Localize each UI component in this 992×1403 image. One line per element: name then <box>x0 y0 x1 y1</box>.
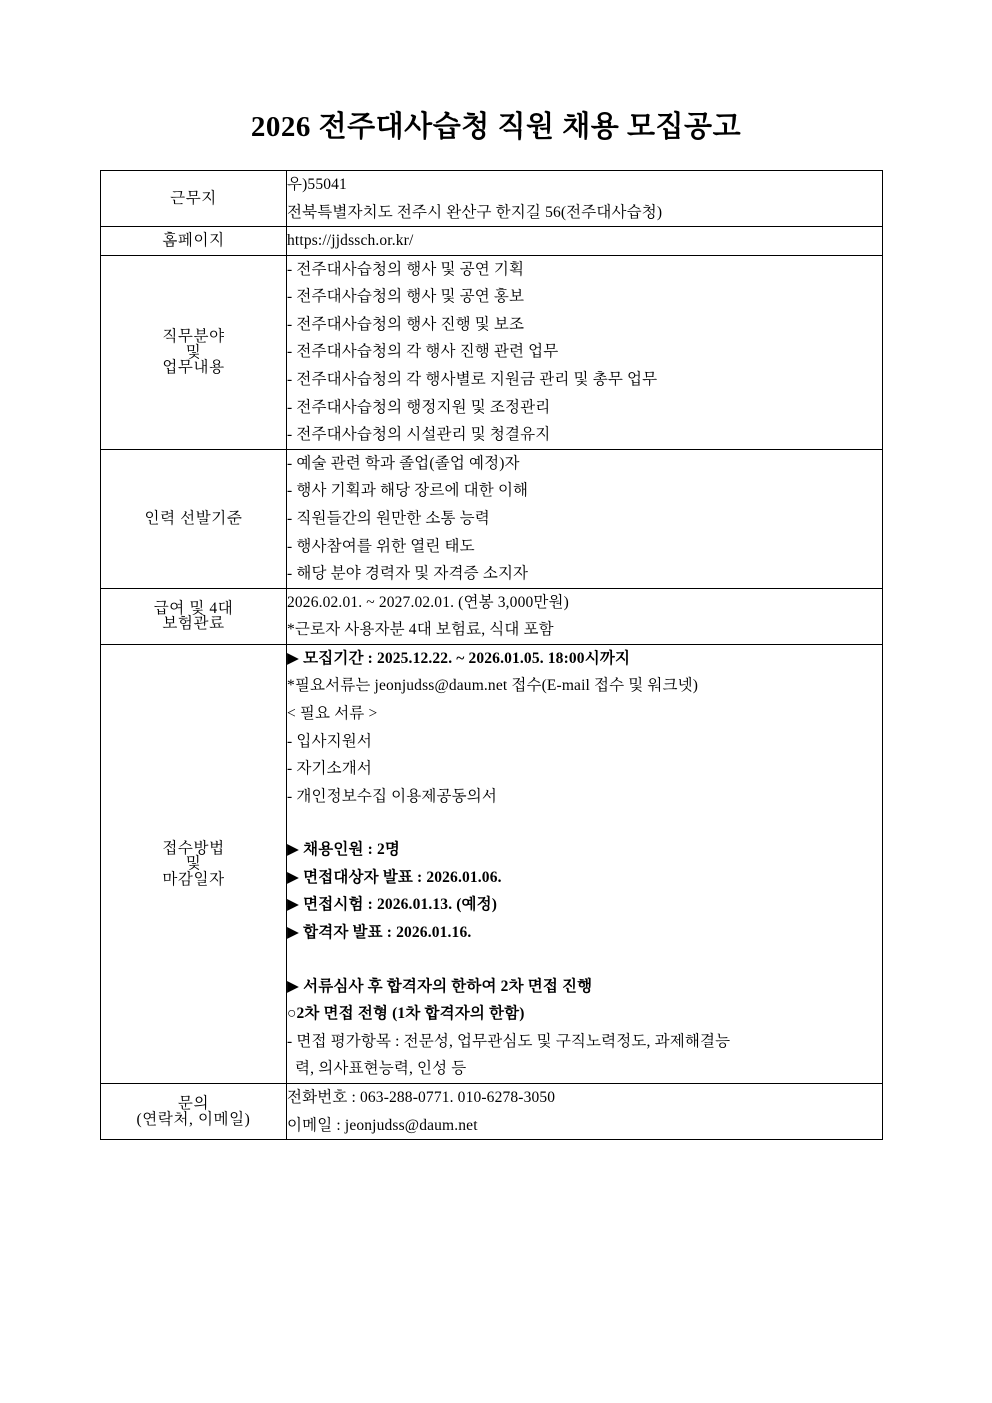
row-content-homepage <box>287 227 883 256</box>
row-label-contact <box>101 1083 287 1139</box>
row-label-line: (연락처, 이메일) <box>136 1110 251 1128</box>
row-label-workplace <box>101 171 287 227</box>
content-line: 우)55041 <box>287 176 347 193</box>
row-label-application-method <box>101 644 287 1083</box>
row-label-line: 및 <box>185 855 202 873</box>
content-line: ▶ 모집기간 : 2025.12.22. ~ 2026.01.05. 18:00시까지 <box>287 649 631 667</box>
row-label-line: 문의 <box>177 1095 210 1112</box>
table-row <box>101 171 883 227</box>
row-content-application-method <box>287 644 883 1083</box>
job-posting-table <box>100 170 883 1140</box>
content-line: 2026.02.01. ~ 2027.02.01. (연봉 3,000만원) <box>287 593 569 611</box>
table-row <box>101 588 883 644</box>
table-row <box>101 227 883 256</box>
content-line: - 전주대사습청의 각 행사별로 지원금 관리 및 총무 업무 <box>287 371 658 389</box>
content-line: - 전주대사습청의 행사 및 공연 홍보 <box>287 288 525 306</box>
content-line: - 면접 평가항목 : 전문성, 업무관심도 및 구직노력정도, 과제해결능 <box>287 1032 731 1050</box>
content-line: 전화번호 : 063-288-0771. 010-6278-3050 <box>287 1088 556 1106</box>
content-line: https://jjdssch.or.kr/ <box>287 232 414 250</box>
row-label-line: 근무지 <box>170 189 217 207</box>
row-label-selection-criteria <box>101 449 287 588</box>
page-title: 2026 전주대사습청 직원 채용 모집공고 <box>250 111 742 143</box>
content-line: - 해당 분야 경력자 및 자격증 소지자 <box>287 565 529 583</box>
content-spacer <box>287 947 882 973</box>
content-line: ○2차 면접 전형 (1차 합격자의 한함) <box>287 1005 525 1023</box>
content-line: *필요서류는 jeonjudss@daum.net 접수(E-mail 접수 및 워크넷) <box>287 677 699 695</box>
content-line: *근로자 사용자분 4대 보험료, 식대 포함 <box>287 621 554 639</box>
content-line: - 전주대사습청의 행정지원 및 조정관리 <box>287 398 551 416</box>
content-line: ▶ 서류심사 후 합격자의 한하여 2차 면접 진행 <box>287 977 593 995</box>
row-content-workplace <box>287 171 883 227</box>
row-label-line: 홈페이지 <box>162 232 225 250</box>
row-content-contact <box>287 1083 883 1139</box>
row-content-salary-insurance <box>287 588 883 644</box>
table-body <box>101 171 883 1140</box>
content-line: - 직원들간의 원만한 소통 능력 <box>287 509 490 527</box>
content-line: 이메일 : jeonjudss@daum.net <box>287 1116 478 1134</box>
row-label-line: 급여 및 4대 <box>153 599 234 617</box>
content-line: - 전주대사습청의 행사 진행 및 보조 <box>287 315 525 333</box>
content-line: ▶ 합격자 발표 : 2026.01.16. <box>287 924 472 942</box>
row-content-selection-criteria <box>287 449 883 588</box>
table-row <box>101 1083 883 1139</box>
row-content-job-duties <box>287 255 883 449</box>
row-label-line: 마감일자 <box>162 870 225 888</box>
content-line: - 전주대사습청의 시설관리 및 청결유지 <box>287 426 551 444</box>
row-label-homepage <box>101 227 287 256</box>
content-line: ▶ 면접시험 : 2026.01.13. (예정) <box>287 896 498 914</box>
content-line: - 전주대사습청의 행사 및 공연 기획 <box>287 260 525 278</box>
row-label-line: 보험관료 <box>162 615 225 633</box>
content-line: - 개인정보수집 이용제공동의서 <box>287 787 497 805</box>
table-row <box>101 255 883 449</box>
content-line: - 자기소개서 <box>287 760 372 778</box>
content-line: - 행사참여를 위한 열린 태도 <box>287 537 475 555</box>
content-line: ▶ 면접대상자 발표 : 2026.01.06. <box>287 868 502 886</box>
table-row <box>101 644 883 1083</box>
row-label-line: 및 <box>185 343 202 361</box>
row-label-line: 인력 선발기준 <box>144 509 243 527</box>
content-line: - 입사지원서 <box>287 732 372 750</box>
content-line: - 행사 기획과 해당 장르에 대한 이해 <box>287 482 529 500</box>
content-line: 력, 의사표현능력, 인성 등 <box>287 1060 467 1078</box>
content-line: 전북특별자치도 전주시 완산구 한지길 56(전주대사습청) <box>287 203 663 221</box>
content-line: < 필요 서류 > <box>287 704 378 722</box>
row-label-line: 직무분야 <box>162 328 225 345</box>
content-spacer <box>287 810 882 836</box>
row-label-line: 업무내용 <box>162 359 225 376</box>
content-line: - 예술 관련 학과 졸업(졸업 예정)자 <box>287 454 520 472</box>
table-row <box>101 449 883 588</box>
row-label-salary-insurance <box>101 588 287 644</box>
row-label-job-duties <box>101 255 287 449</box>
row-label-line: 접수방법 <box>162 839 225 857</box>
content-line: ▶ 채용인원 : 2명 <box>287 841 400 859</box>
content-line: - 전주대사습청의 각 행사 진행 관련 업무 <box>287 343 559 361</box>
